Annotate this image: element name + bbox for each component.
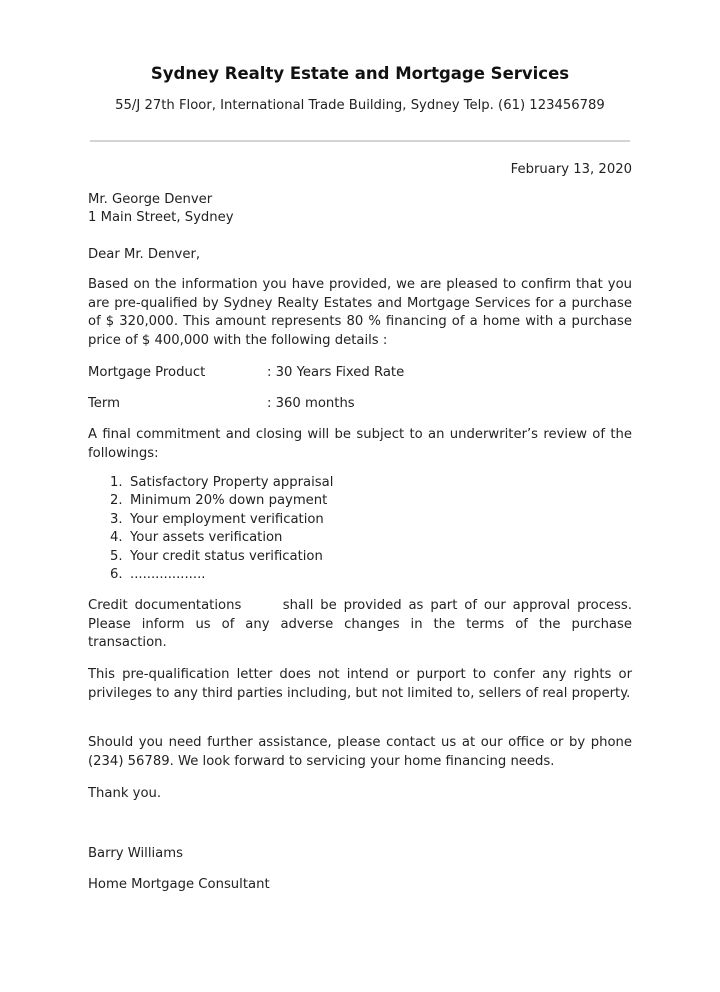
- review-intro-paragraph: A final commitment and closing will be subject to an underwriter’s review of the followings:: [88, 427, 632, 461]
- recipient-address: 1 Main Street, Sydney: [88, 210, 234, 225]
- list-item: 2. Minimum 20% down payment: [110, 493, 328, 509]
- list-item: 3. Your employment verification: [110, 511, 324, 527]
- list-item: 1. Satisfactory Property appraisal: [110, 475, 334, 490]
- detail-label-mortgage-product: Mortgage Product: [88, 365, 206, 380]
- letter-date: February 13, 2020: [510, 162, 632, 177]
- detail-value-term: : 360 months: [267, 396, 355, 411]
- disclaimer-paragraph: This pre-qualification letter does not intend or purport to confer any rights or privileges to any third parties including, but not limited to, sellers of real property.: [88, 667, 632, 701]
- company-address: 55/J 27th Floor, International Trade Building, Sydney Telp. (61) 123456789: [115, 98, 605, 113]
- company-name-heading: Sydney Realty Estate and Mortgage Services: [150, 64, 570, 83]
- assistance-paragraph: Should you need further assistance, please contact us at our office or by phone (234) 56789. We look forward to servicing your home financing needs.: [88, 735, 632, 769]
- signature-title: Home Mortgage Consultant: [88, 877, 270, 892]
- list-item: 6. ..................: [110, 567, 206, 583]
- requirements-list: [88, 474, 333, 584]
- list-item: 4. Your assets verification: [110, 530, 283, 546]
- credit-docs-paragraph: Credit documentations shall be provided as part of our approval process. Please inform us of any adverse changes in the terms of the purchase transaction.: [88, 598, 637, 651]
- recipient-name: Mr. George Denver: [88, 192, 213, 207]
- salutation: Dear Mr. Denver,: [88, 247, 201, 262]
- intro-paragraph: Based on the information you have provided, we are pleased to confirm that you are pre-qualified by Sydney Realty Estates and Mortgage Services for a purchase of $ 320,000. This amount represents 80 % financing of a home with a purchase price of $ 400,000 with the following details :: [88, 277, 632, 348]
- signature-name: Barry Williams: [88, 846, 183, 861]
- detail-label-term: Term: [88, 396, 120, 411]
- header-divider: [90, 140, 630, 142]
- closing-text: Thank you.: [88, 786, 162, 801]
- detail-value-mortgage-product: : 30 Years Fixed Rate: [267, 365, 405, 380]
- list-item: 5. Your credit status verification: [110, 548, 323, 564]
